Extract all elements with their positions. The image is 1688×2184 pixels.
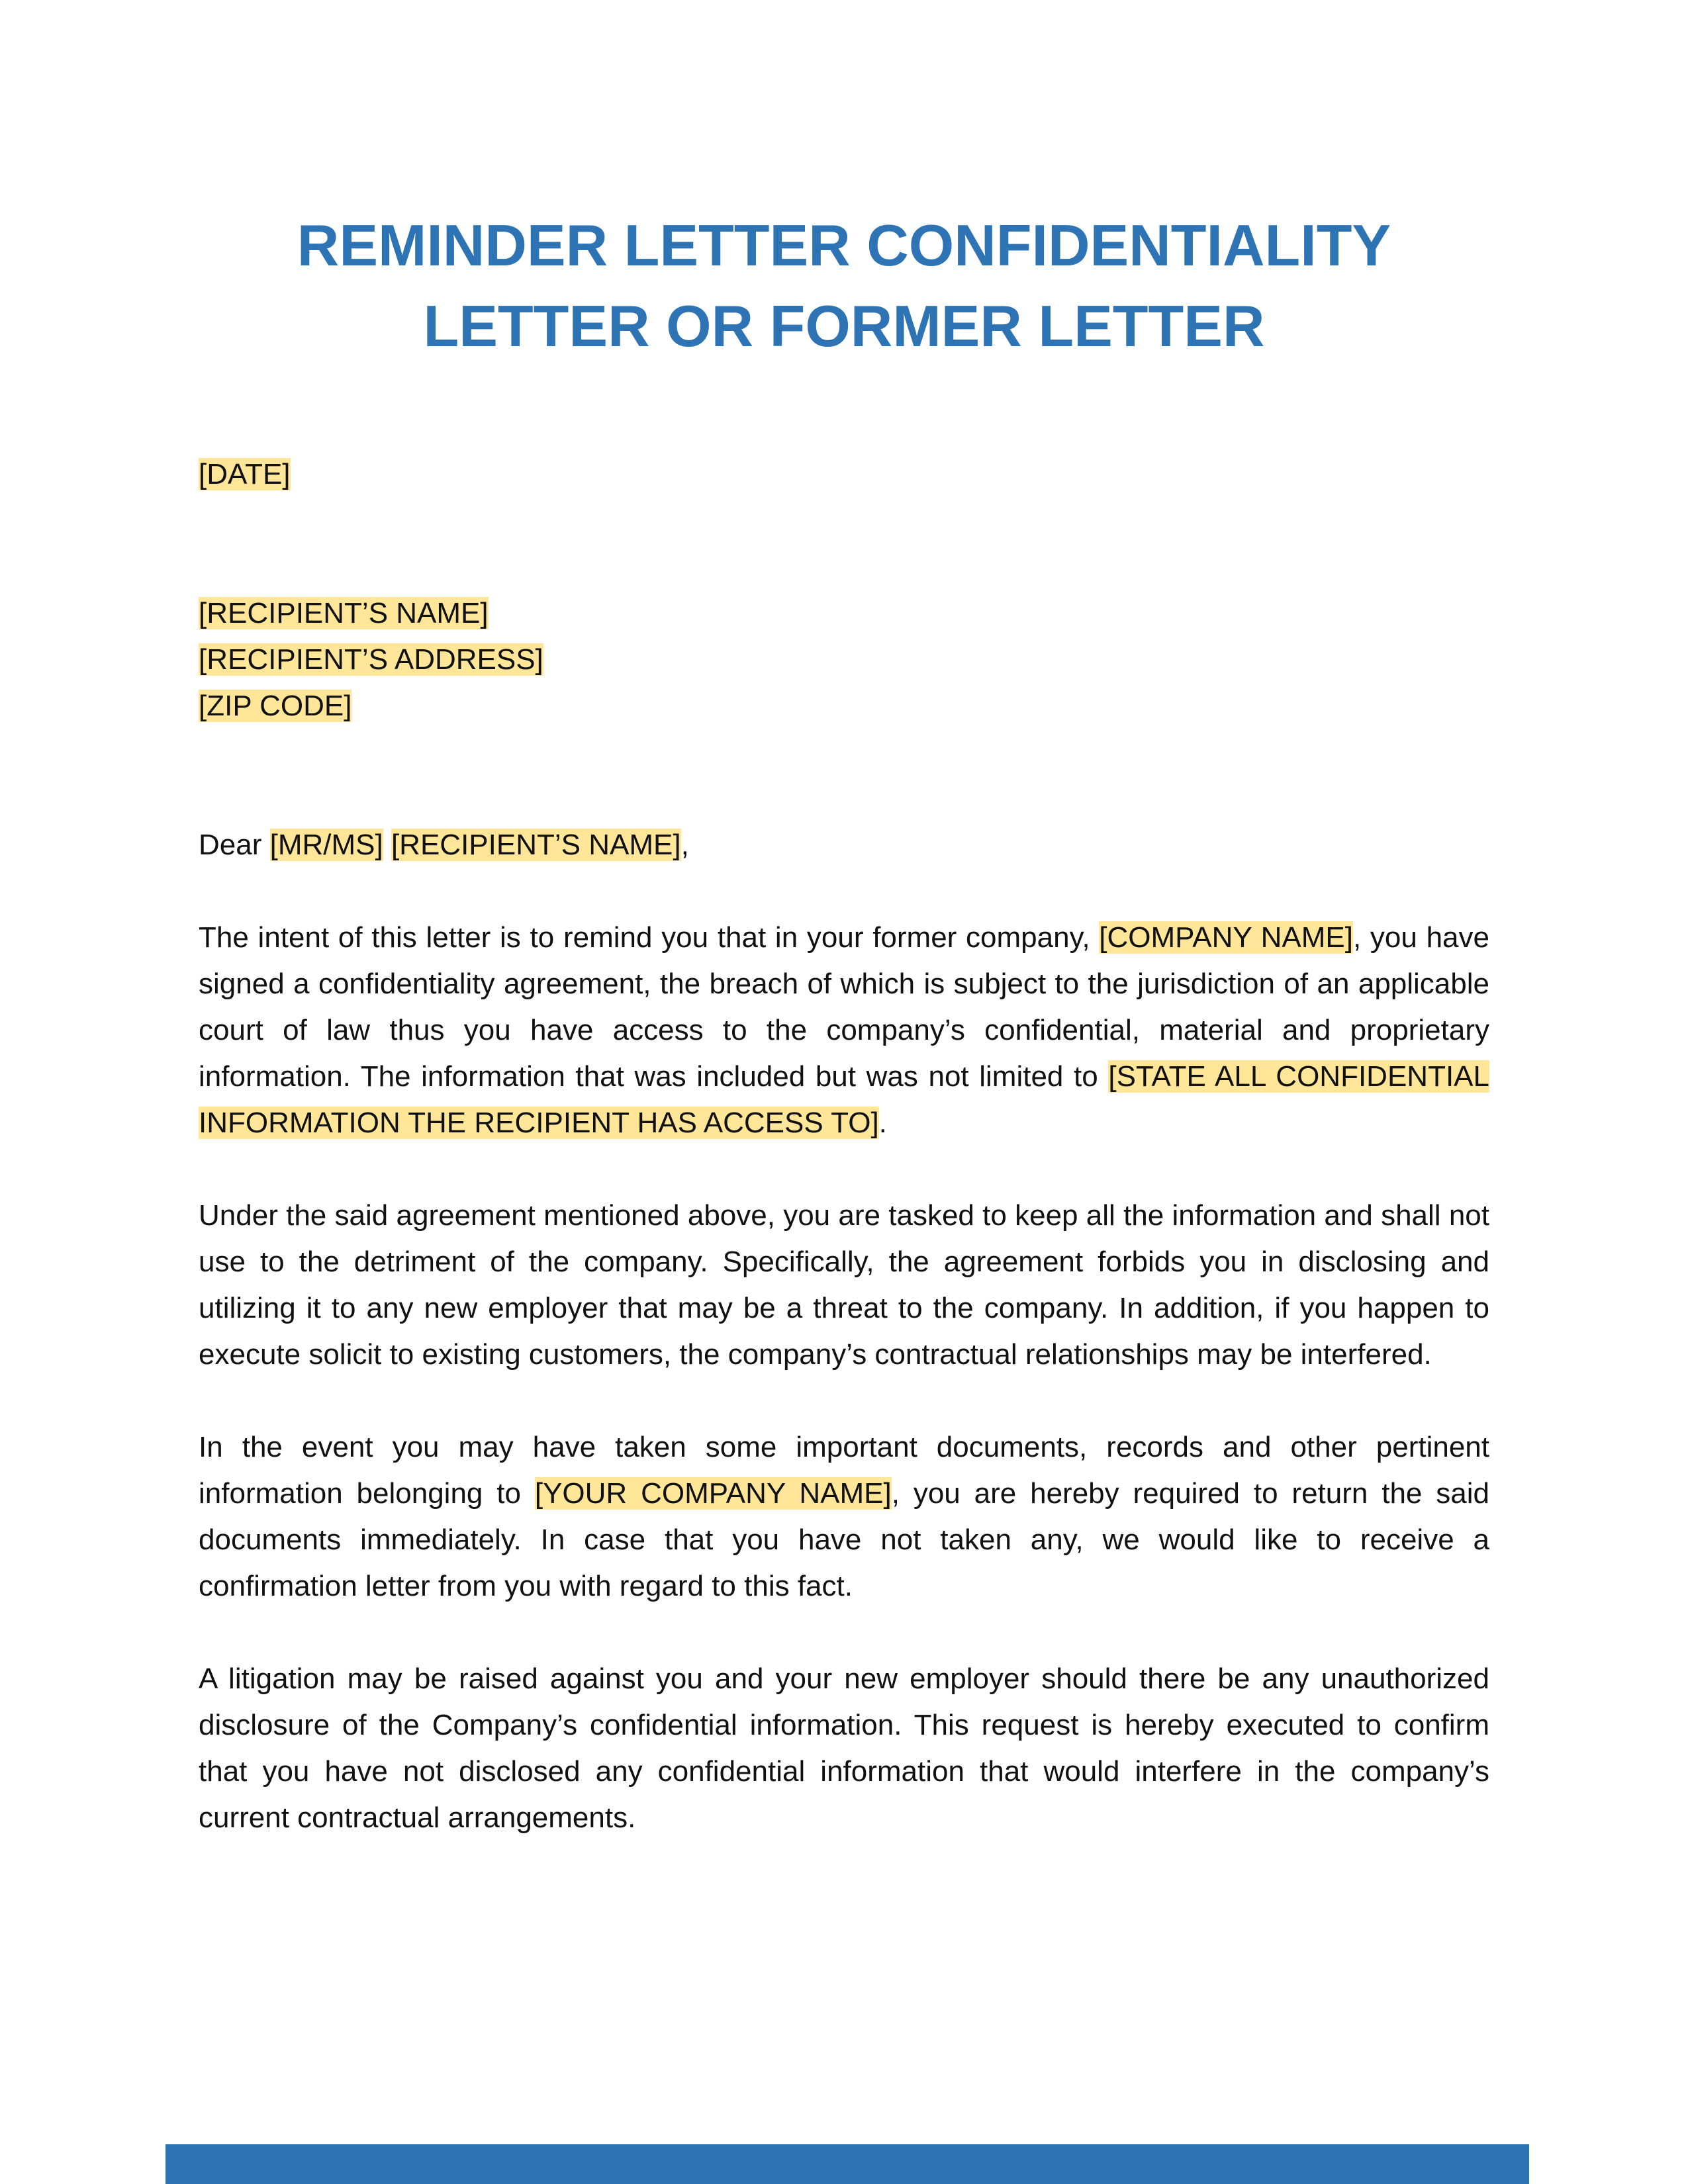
paragraph-intent-text-c: . — [878, 1107, 887, 1139]
title-line-1: REMINDER LETTER CONFIDENTIALITY — [297, 212, 1391, 278]
paragraph-gap — [199, 868, 1489, 915]
footer-bar — [165, 2144, 1529, 2184]
recipient-name-line — [199, 590, 1489, 637]
salutation-comma: , — [680, 829, 689, 861]
company-name-placeholder: [COMPANY NAME] — [1099, 921, 1353, 954]
paragraph-documents — [199, 1424, 1489, 1610]
paragraph-gap — [199, 1146, 1489, 1193]
recipient-name-placeholder: [RECIPIENT’S NAME] — [199, 597, 489, 629]
your-company-name-placeholder: [YOUR COMPANY NAME] — [534, 1477, 892, 1510]
salutation-title-placeholder: [MR/MS] — [269, 829, 383, 861]
paragraph-gap — [199, 1378, 1489, 1424]
paragraph-intent — [199, 915, 1489, 1146]
date-placeholder: [DATE] — [199, 458, 291, 490]
paragraph-agreement: Under the said agreement mentioned above, you are tasked to keep all the information and shall not use to the detriment of the company. Specifically, the agreement forbids you in disclosing and utilizing it to any new employer that may be a threat to the company. In addition, if you happen to execute solicit to existing customers, the company’s contractual relationships may be interfered. — [199, 1199, 1489, 1371]
date-line — [199, 451, 1489, 498]
recipient-address-line — [199, 637, 1489, 683]
paragraph-documents-text-b: , you are hereby required to return the said documents immediately. In case that you have not taken any, we would like to receive a confirmation letter from you with regard to this fact. — [199, 1477, 1490, 1602]
zip-code-line — [199, 683, 1489, 729]
title-line-2: LETTER OR FORMER LETTER — [423, 293, 1265, 359]
paragraph-litigation: A litigation may be raised against you and your new employer should there be any unauthorized disclosure of the Company’s confidential information. This request is hereby executed to confirm that you have not disclosed any confidential information that would interfere in the company’s current contractual arrangements. — [199, 1662, 1489, 1834]
recipient-address-placeholder: [RECIPIENT’S ADDRESS] — [199, 643, 543, 676]
paragraph-intent-text-a: The intent of this letter is to remind you that in your former company, — [199, 921, 1100, 954]
paragraph-documents-text-a: In the event you may have taken some important documents, records and other pertinent information belonging to — [199, 1431, 1489, 1510]
confidential-info-placeholder: [STATE ALL CONFIDENTIAL INFORMATION THE RECIPIENT HAS ACCESS TO] — [199, 1060, 1489, 1139]
salutation-name-placeholder: [RECIPIENT’S NAME] — [391, 829, 681, 861]
spacer — [199, 498, 1489, 590]
paragraph-gap — [199, 1610, 1489, 1656]
zip-code-placeholder: [ZIP CODE] — [199, 690, 352, 722]
letter-body — [199, 451, 1489, 1841]
salutation — [199, 822, 1489, 868]
salutation-dear: Dear — [199, 829, 262, 861]
spacer — [199, 729, 1489, 822]
paragraph-intent-text-b: , you have signed a confidentiality agreement, the breach of which is subject to the jurisdiction of an applicable court of law thus you have access to the company’s confidential, material and proprietary information. The information that was included but was not limited to — [199, 921, 1489, 1093]
letter-title — [199, 205, 1489, 367]
